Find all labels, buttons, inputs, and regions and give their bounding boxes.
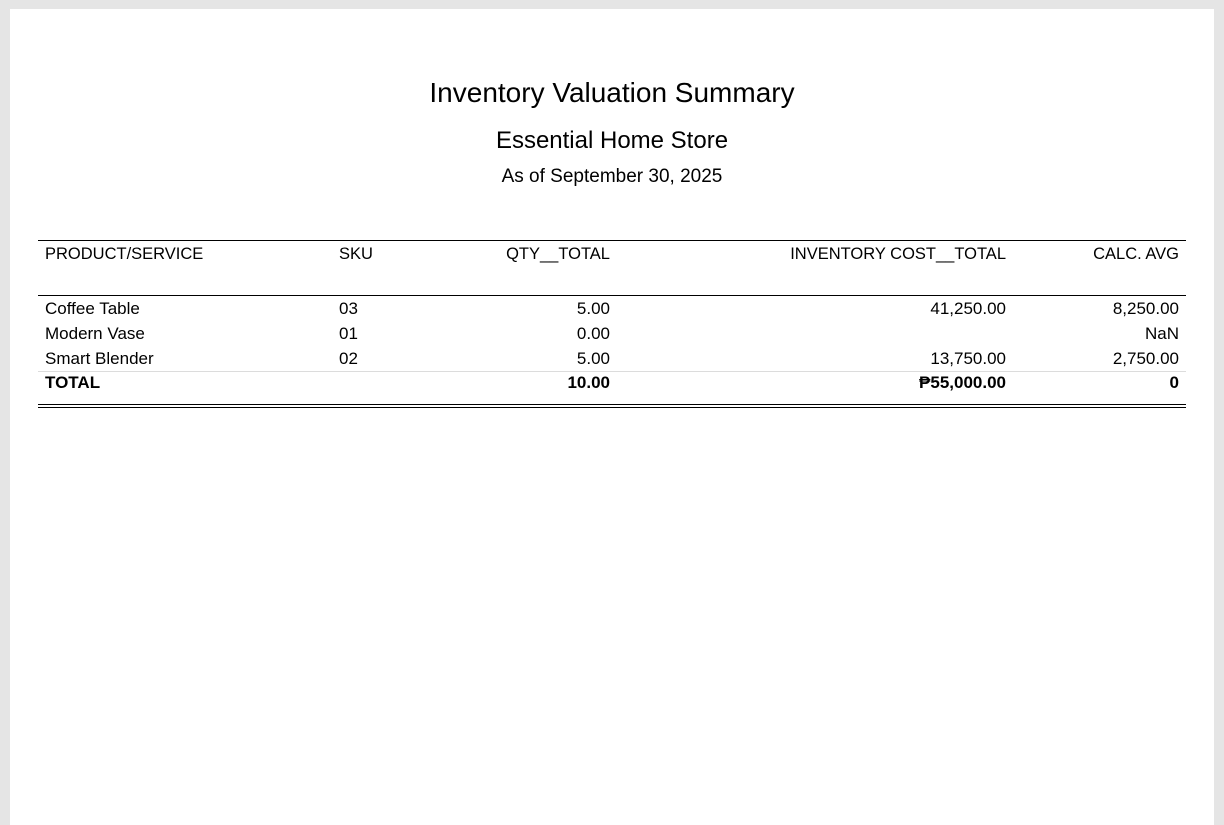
- column-header-avg[interactable]: CALC. AVG: [1013, 241, 1186, 296]
- column-header-sku[interactable]: SKU: [332, 241, 432, 296]
- cell-qty: 0.00: [576, 324, 610, 343]
- table-header-row: [38, 241, 1186, 296]
- cell-sku: 02: [339, 349, 358, 368]
- column-header-product[interactable]: PRODUCT/SERVICE: [38, 241, 332, 296]
- cell-qty: 5.00: [576, 349, 610, 368]
- table-row: [38, 346, 1186, 372]
- report-date: As of September 30, 2025: [501, 166, 723, 187]
- cell-product[interactable]: Coffee Table: [45, 299, 140, 318]
- total-sku: [332, 372, 432, 407]
- table-row: [38, 296, 1186, 322]
- cell-product[interactable]: Modern Vase: [45, 324, 145, 343]
- total-cost: ₱55,000.00: [617, 372, 1013, 407]
- cell-cost: [617, 321, 1013, 346]
- report-title: Inventory Valuation Summary: [429, 77, 795, 108]
- cell-product[interactable]: Smart Blender: [45, 349, 154, 368]
- inventory-table: [38, 240, 1186, 408]
- cell-cost: 13,750.00: [930, 349, 1006, 368]
- cell-cost: 41,250.00: [930, 299, 1006, 318]
- total-label: TOTAL: [38, 372, 332, 407]
- column-header-qty[interactable]: QTY__TOTAL: [432, 241, 617, 296]
- company-name: Essential Home Store: [495, 127, 729, 154]
- cell-qty: 5.00: [576, 299, 610, 318]
- report-page: [10, 9, 1214, 825]
- total-avg: 0: [1013, 372, 1186, 407]
- column-header-cost[interactable]: INVENTORY COST__TOTAL: [617, 241, 1013, 296]
- table-row: [38, 321, 1186, 346]
- total-row: [38, 372, 1186, 407]
- total-qty: 10.00: [432, 372, 617, 407]
- cell-avg: 8,250.00: [1112, 299, 1179, 318]
- cell-avg: NaN: [1144, 324, 1179, 343]
- cell-avg: 2,750.00: [1112, 349, 1179, 368]
- cell-sku: 03: [339, 299, 358, 318]
- cell-sku: 01: [339, 324, 358, 343]
